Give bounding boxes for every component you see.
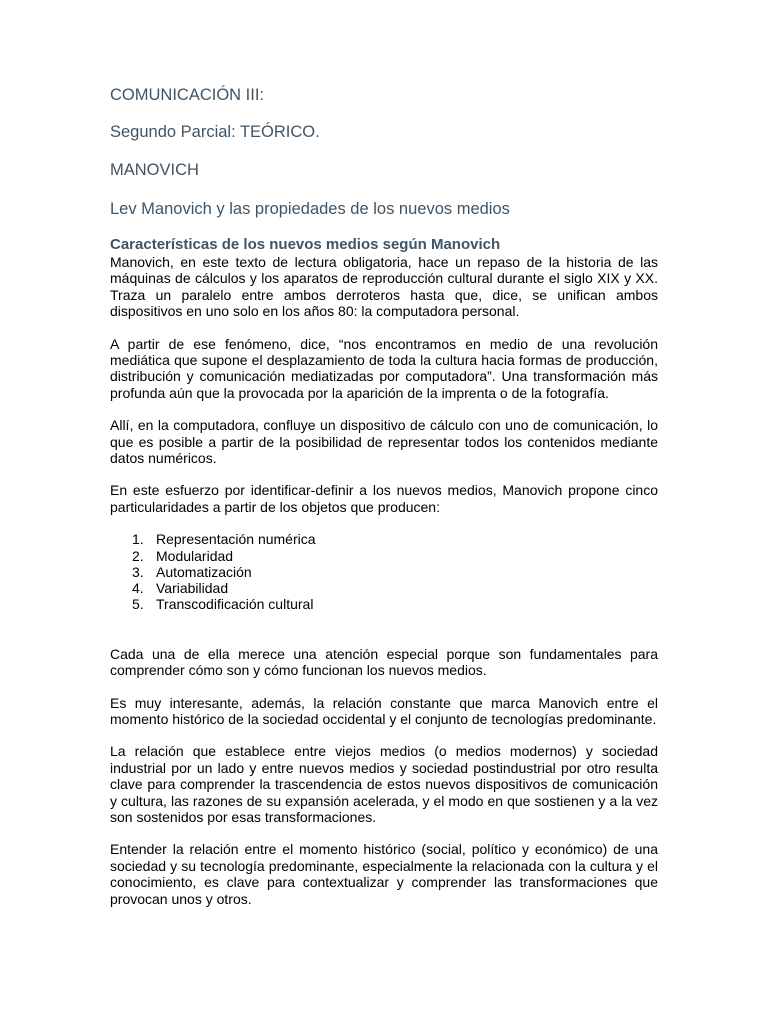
list-item-number: 5. bbox=[132, 596, 144, 613]
list-item bbox=[110, 596, 658, 612]
list-item-text: Transcodificación cultural bbox=[156, 596, 314, 613]
list-item-text: Variabilidad bbox=[156, 580, 229, 597]
paragraph: Es muy interesante, además, la relación constante que marca Manovich entre el momento histórico de la sociedad occidental y el conjunto de tecnologías predominante. bbox=[110, 694, 658, 727]
exam-title: Segundo Parcial: TEÓRICO. bbox=[110, 123, 320, 141]
list-item bbox=[110, 580, 658, 596]
list-item bbox=[110, 531, 658, 547]
list-item-number: 1. bbox=[132, 531, 144, 548]
list-item-text: Modularidad bbox=[156, 547, 234, 564]
paragraph: Cada una de ella merece una atención especial porque son fundamentales para comprender cómo son y cómo funcionan los nuevos medios. bbox=[110, 645, 658, 679]
paragraph: Allí, en la computadora, confluye un dispositivo de cálculo con uno de comunicación, lo que es posible a partir de la posibilidad de representar todos los contenidos mediante datos numéricos. bbox=[110, 417, 658, 467]
paragraph: En este esfuerzo por identificar-definir a los nuevos medios, Manovich propone cinco particularidades a partir de los objetos que producen: bbox=[110, 482, 658, 515]
list-item-number: 3. bbox=[132, 563, 144, 580]
paragraph: Manovich, en este texto de lectura obligatoria, hace un repaso de la historia de las máquinas de cálculos y los aparatos de reproducción cultural durante el siglo XIX y XX. Traza un paralelo entre ambos derroteros hasta que, dice, se unifican ambos dispositivos en uno solo en los años 80: la computadora personal. bbox=[110, 254, 658, 320]
document-page bbox=[110, 84, 658, 907]
list-item bbox=[110, 548, 658, 564]
section-title: Características de los nuevos medios según Manovich bbox=[110, 236, 501, 253]
list-item-number: 2. bbox=[132, 547, 144, 564]
characteristics-list bbox=[110, 531, 658, 612]
list-item-text: Automatización bbox=[156, 563, 252, 580]
topic-heading: Lev Manovich y las propiedades de los nuevos medios bbox=[110, 200, 510, 218]
list-item bbox=[110, 564, 658, 580]
author-heading: MANOVICH bbox=[110, 161, 199, 179]
list-item-number: 4. bbox=[132, 580, 144, 597]
paragraph: La relación que establece entre viejos medios (o medios modernos) y sociedad industrial por un lado y entre nuevos medios y sociedad postindustrial por otro resulta clave para comprender la trascendencia de estos nuevos dispositivos de comunicación y cultura, las razones de su expansión acelerada, y el modo en que sostienen y a la vez son sostenidos por esas transformaciones. bbox=[110, 743, 658, 826]
paragraph: A partir de ese fenómeno, dice, “nos encontramos en medio de una revolución mediática que supone el desplazamiento de toda la cultura hacia formas de producción, distribución y comunicación mediatizadas por computadora”. Una transformación más profunda aún que la provocada por la aparición de la imprenta o de la fotografía. bbox=[110, 335, 658, 401]
list-item-text: Representación numérica bbox=[156, 531, 316, 548]
course-title: COMUNICACIÓN III: bbox=[110, 86, 265, 104]
paragraph: Entender la relación entre el momento histórico (social, político y económico) de una sociedad y su tecnología predominante, especialmente la relacionada con la cultura y el conocimiento, es clave para contextualizar y comprender las transformaciones que provocan unos y otros. bbox=[110, 841, 658, 907]
